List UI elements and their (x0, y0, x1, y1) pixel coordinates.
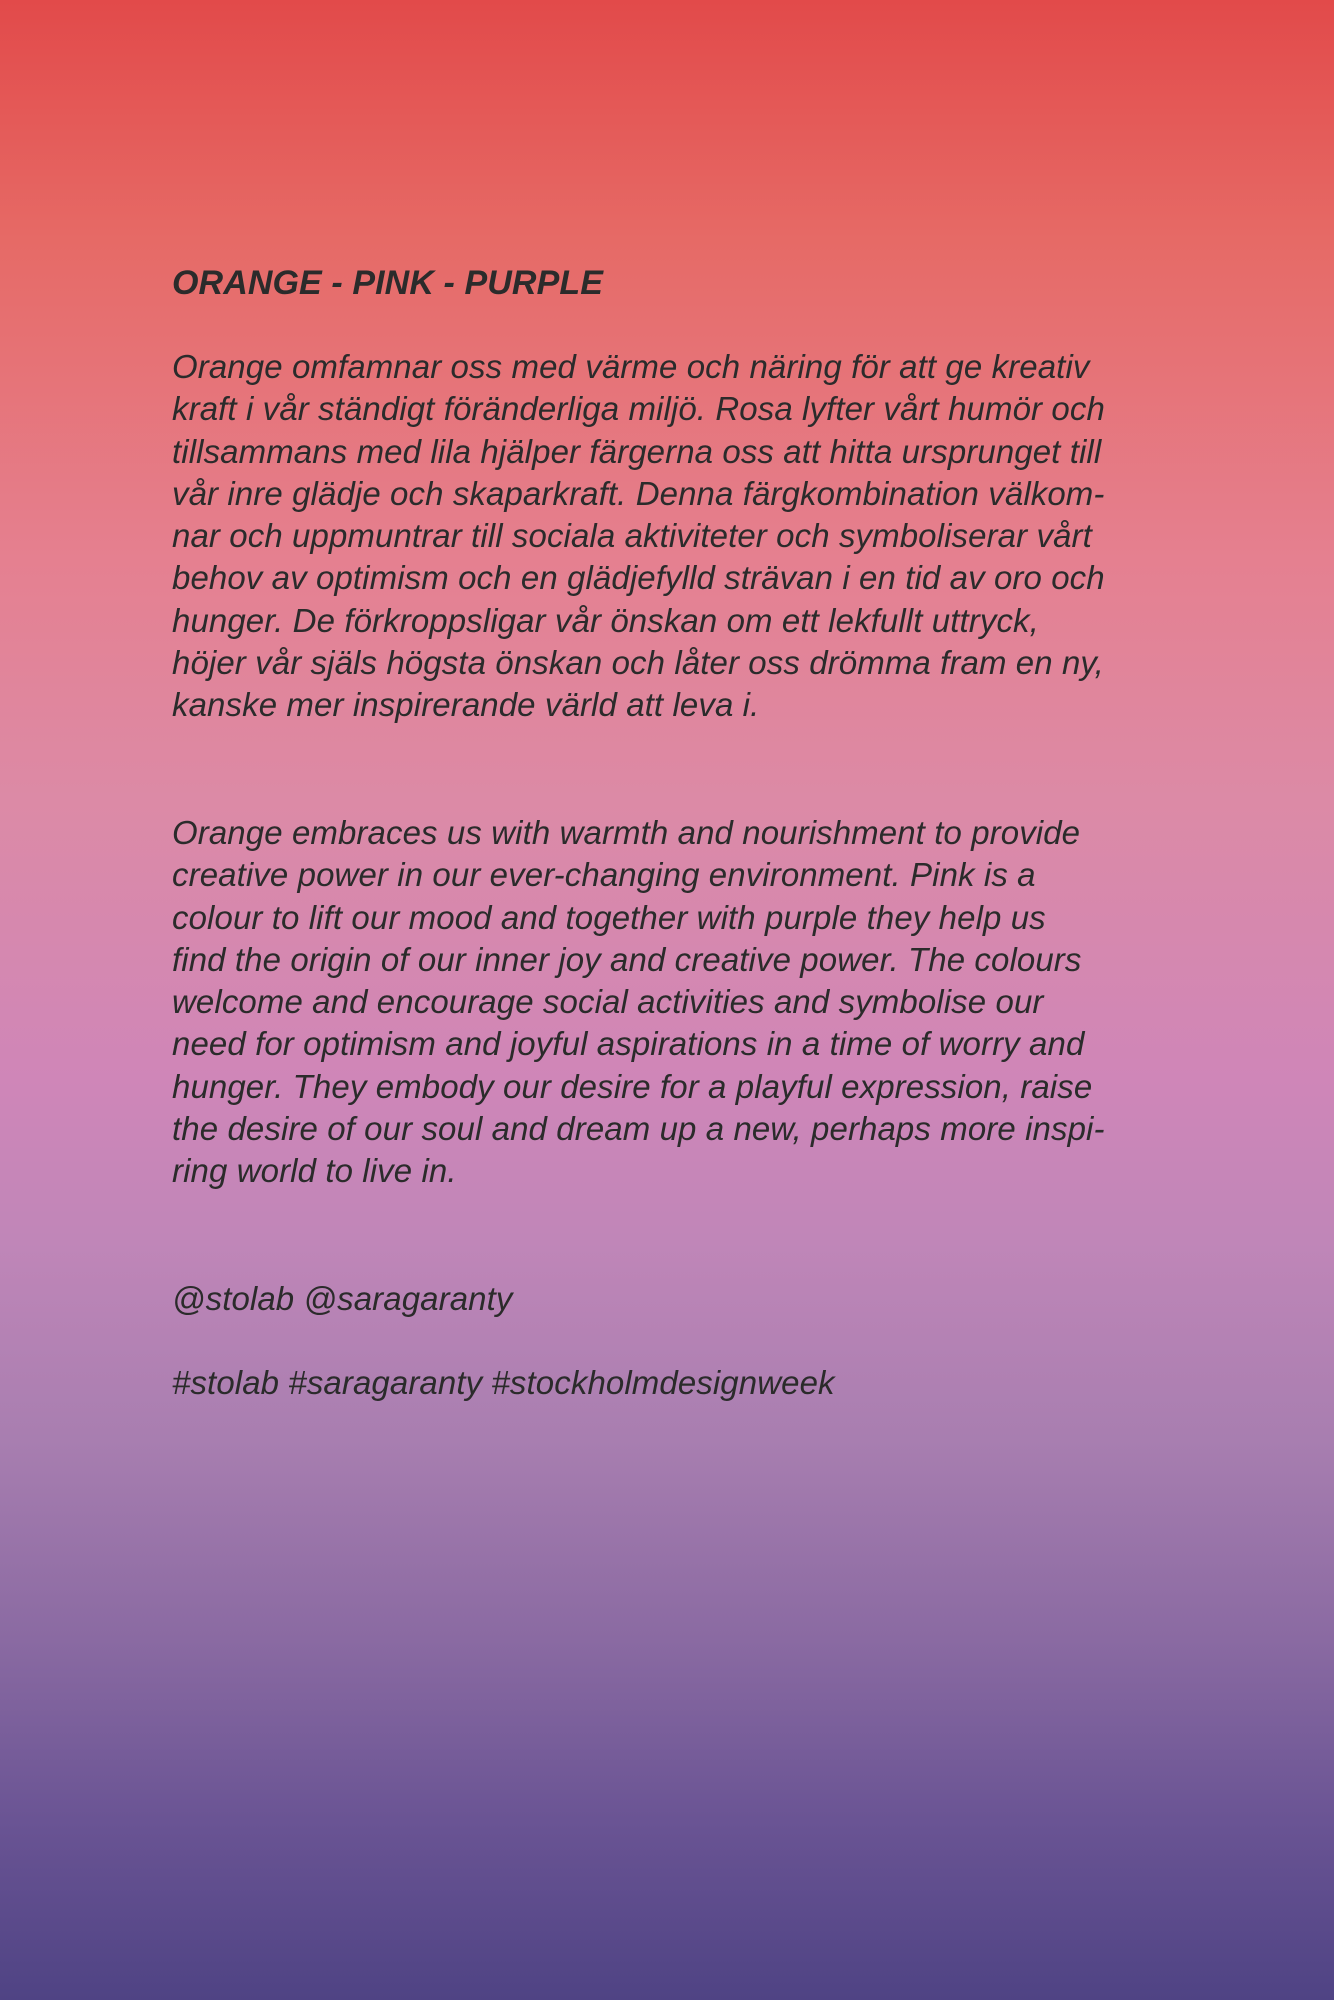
text-block (172, 262, 1172, 1401)
hashtags: #stolab #saragaranty #stockholmdesignweek (172, 1364, 835, 1401)
english-paragraph: Orange embraces us with warmth and nourishment to provide creative power in our ever-changing environment. Pink is a colour to lift our mood and together with purple they help us find the origin of our inner joy and creative power. The colours welcome and encourage social activities and symbolise our need for optimism and joyful aspirations in a time of worry and hunger. They embody our desire for a playful expression, raise the desire of our soul and dream up a new, perhaps more inspi- ring world to live in. (172, 814, 1105, 1190)
social-handles: @stolab @saragaranty (172, 1280, 513, 1317)
poster-title: ORANGE - PINK - PURPLE (172, 264, 604, 302)
swedish-paragraph: Orange omfamnar oss med värme och näring för att ge kreativ kraft i vår ständigt föränderliga miljö. Rosa lyfter vårt humör och tillsammans med lila hjälper färgerna oss att hitta ursprunget till vår inre glädje och skaparkraft. Denna färgkombination välkom- nar och uppmuntrar till sociala aktiviteter och symboliserar vårt behov av optimism och en glädjefylld strävan i en tid av oro och hunger. De förkroppsligar vår önskan om ett lekfullt uttryck, höjer vår själs högsta önskan och låter oss drömma fram en ny, kanske mer inspirerande värld att leva i. (172, 348, 1105, 724)
